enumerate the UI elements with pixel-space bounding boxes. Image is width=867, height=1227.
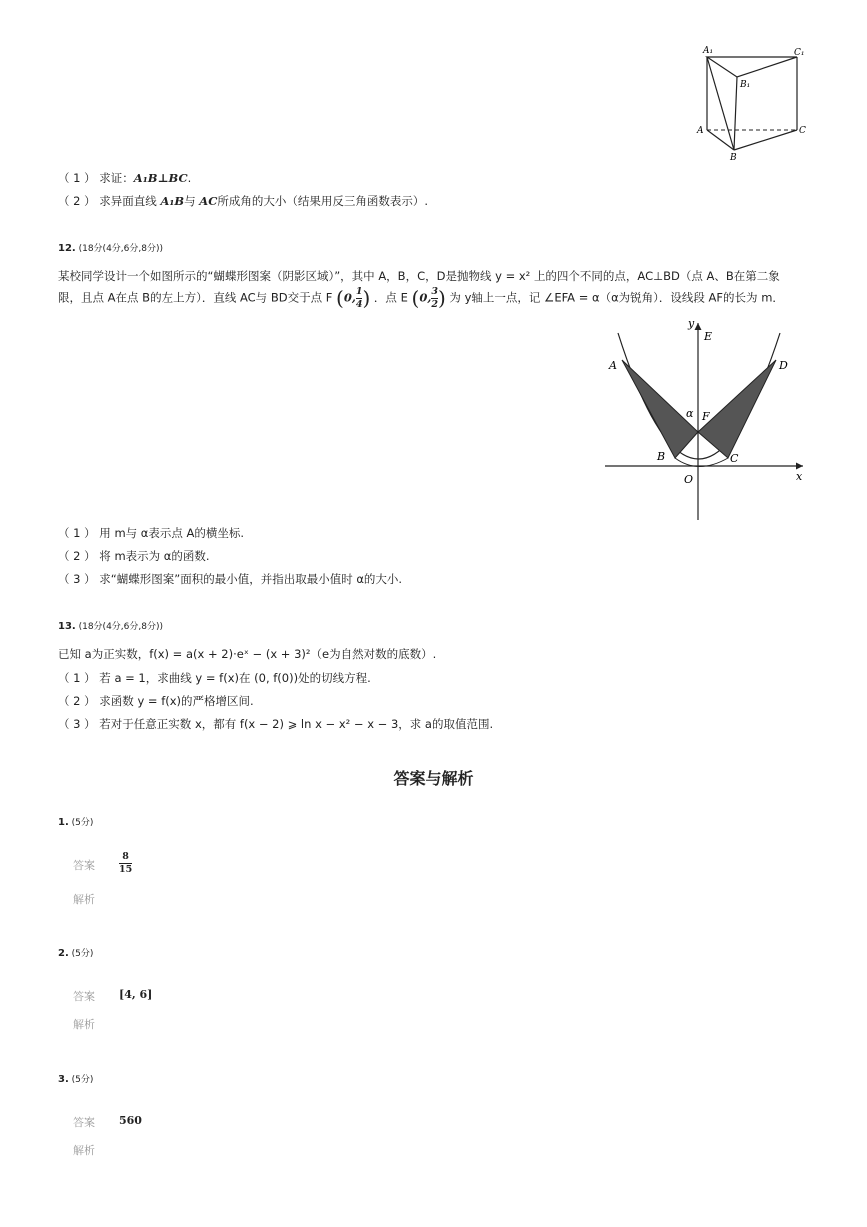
label-b: B: [730, 153, 737, 163]
answer-1-label: 答案: [73, 859, 95, 872]
point-b-label: B: [657, 450, 666, 463]
point-f-label: F: [702, 410, 710, 423]
butterfly-graph: [600, 315, 815, 525]
answer-3-analysis-label: 解析: [73, 1144, 95, 1157]
answer-3-header: 3. (5分): [58, 1074, 94, 1085]
origin-label: O: [684, 473, 694, 486]
answers-title: 答案与解析: [393, 769, 474, 788]
q11-part2: （ 2 ） 求异面直线 A₁B与 AC所成角的大小（结果用反三角函数表示）.: [58, 194, 429, 208]
q12-stem-line2: 限，且点 A在点 B的左上方）．直线 AC与 BD交于点 F (0, $\frac{1}{4}$ ) ．点 E (0, $\frac{3}{2}$ ) 为 y轴上一点，记 ∠EFA = α（α为锐角）．设线段 AF的长为 m．: [58, 286, 784, 310]
answer-2-analysis-label: 解析: [73, 1018, 95, 1031]
q12-stem-line1: 某校同学设计一个如图所示的“蝴蝶形图案（阴影区域）”，其中 A，B，C，D是抛物线 y = x² 上的四个不同的点，AC⊥BD（点 A、B在第二象: [58, 269, 780, 283]
angle-alpha-label: α: [686, 407, 694, 420]
label-c: C: [799, 126, 806, 136]
q12-part2: （ 2 ） 将 m表示为 α的函数.: [58, 549, 210, 563]
q13-part2: （ 2 ） 求函数 y = f(x)的严格增区间.: [58, 694, 254, 708]
q11-part1: （ 1 ） 求证：A₁B⊥BC.: [58, 171, 192, 185]
q12-header: 12. (18分(4分,6分,8分)): [58, 243, 163, 254]
answer-1-analysis-label: 解析: [73, 893, 95, 906]
q12-part1: （ 1 ） 用 m与 α表示点 A的横坐标.: [58, 526, 245, 540]
axis-y-label: y: [688, 317, 695, 330]
point-d-label: D: [779, 359, 788, 372]
answer-3-label: 答案: [73, 1116, 95, 1129]
label-b1: B₁: [740, 80, 751, 90]
point-e-label: E: [704, 330, 713, 343]
answer-3-value: 560: [119, 1114, 142, 1127]
answer-2-value: [4, 6]: [119, 988, 153, 1001]
q12-part3: （ 3 ） 求“蝴蝶形图案”面积的最小值，并指出取最小值时 α的大小.: [58, 572, 403, 586]
answer-2-header: 2. (5分): [58, 948, 94, 959]
answer-2-label: 答案: [73, 990, 95, 1003]
point-a-label: A: [609, 359, 617, 372]
label-a1: A₁: [703, 46, 714, 56]
prism-figure: [692, 40, 812, 165]
q13-part3: （ 3 ） 若对于任意正实数 x，都有 f(x − 2) ⩾ ln x − x² − x − 3，求 a的取值范围.: [58, 717, 494, 731]
q13-header: 13. (18分(4分,6分,8分)): [58, 621, 163, 632]
axis-x-label: x: [796, 470, 803, 483]
q13-part1: （ 1 ） 若 a = 1，求曲线 y = f(x)在 (0, f(0))处的切线方程.: [58, 671, 371, 685]
q13-stem: 已知 a为正实数，f(x) = a(x + 2)·eˣ − (x + 3)²（e为自然对数的底数）.: [58, 647, 437, 661]
label-a: A: [697, 126, 704, 136]
answer-1-value: $\frac{8}{15}$: [119, 851, 133, 875]
label-c1: C₁: [794, 48, 805, 58]
point-c-label: C: [730, 452, 739, 465]
answer-1-header: 1. (5分): [58, 817, 94, 828]
